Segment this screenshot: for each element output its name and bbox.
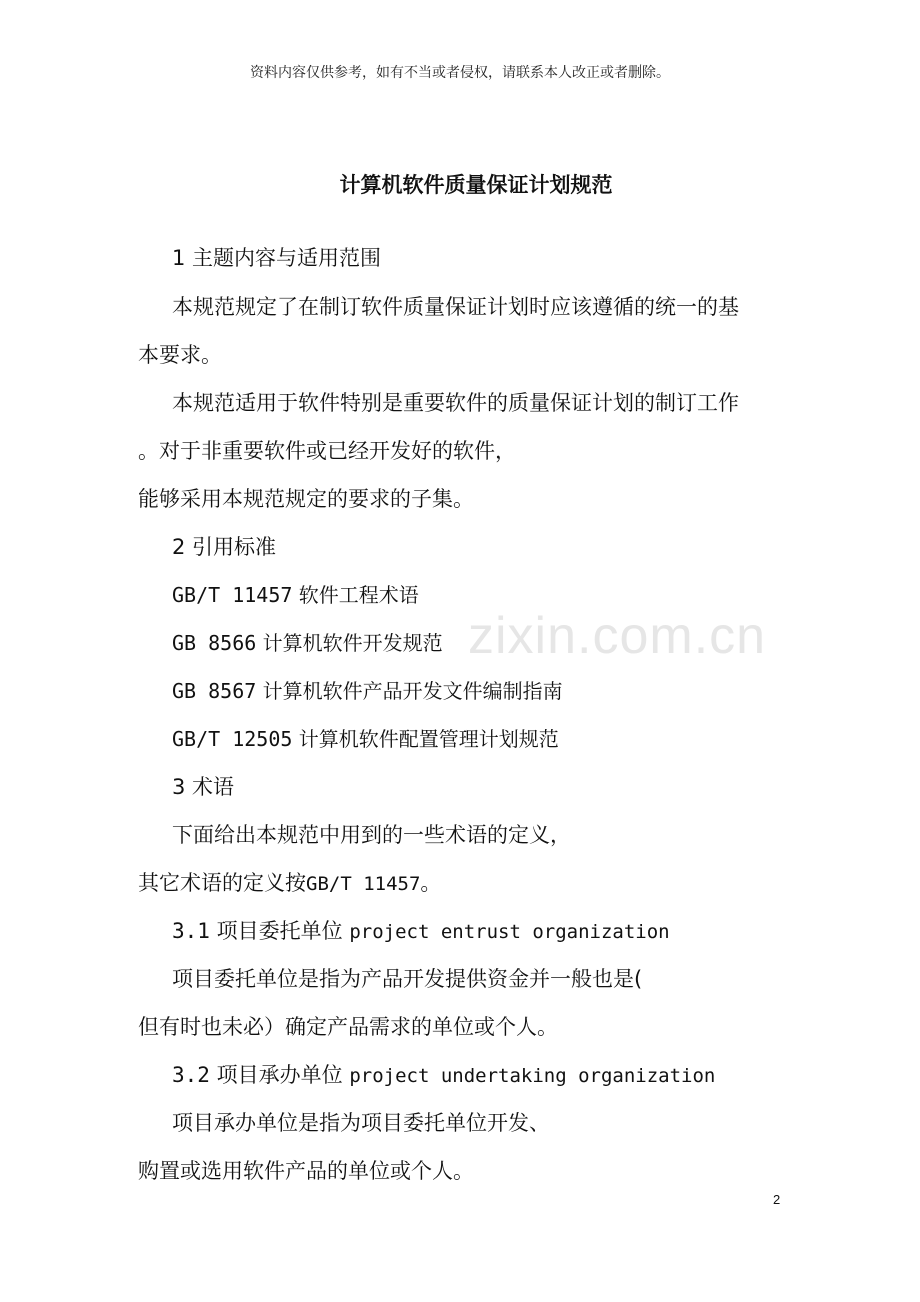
reference-item — [172, 681, 563, 701]
section-3-1-definition-line-1: 项目委托单位是指为产品开发提供资金并一般也是( — [172, 967, 643, 991]
reference-name: 软件工程术语 — [298, 583, 419, 607]
term-english: project undertaking organization — [349, 1065, 716, 1087]
standard-code: GB/T 11457 — [306, 873, 421, 895]
section-3-1-heading — [172, 921, 670, 942]
reference-item — [172, 633, 443, 653]
section-1-paragraph-2-line-3: 能够采用本规范规定的要求的子集。 — [138, 487, 474, 511]
text-run: 。 — [420, 871, 442, 895]
term-chinese: 项目委托单位 — [216, 919, 343, 943]
section-1-paragraph-2-line-2: 。对于非重要软件或已经开发好的软件， — [138, 439, 516, 463]
document-title: 计算机软件质量保证计划规范 — [339, 173, 613, 197]
reference-name: 计算机软件产品开发文件编制指南 — [262, 679, 563, 703]
section-3-2-heading — [172, 1065, 715, 1086]
section-2-heading: 2 引用标准 — [172, 535, 277, 559]
section-3-2-definition-line-2: 购置或选用软件产品的单位或个人。 — [138, 1159, 474, 1183]
reference-code: GB 8566 — [172, 631, 257, 655]
section-number: 3.2 — [172, 1063, 210, 1087]
text-run: 其它术语的定义按 — [138, 871, 306, 895]
section-1-heading: 1 主题内容与适用范围 — [172, 246, 382, 270]
section-1-paragraph-2-line-1: 本规范适用于软件特别是重要软件的质量保证计划的制订工作 — [172, 391, 739, 415]
reference-code: GB/T 12505 — [172, 727, 293, 751]
term-english: project entrust organization — [349, 921, 670, 943]
page-header-disclaimer: 资料内容仅供参考，如有不当或者侵权，请联系本人改正或者删除。 — [250, 65, 670, 81]
section-3-paragraph-line-2 — [138, 873, 441, 894]
section-3-heading: 3 术语 — [172, 775, 235, 799]
watermark: zixin.com.cn — [468, 607, 767, 665]
reference-item — [172, 585, 419, 605]
section-1-paragraph-1-line-2: 本要求。 — [138, 343, 222, 367]
reference-code: GB 8567 — [172, 679, 257, 703]
page-number: 2 — [773, 1192, 781, 1207]
term-chinese: 项目承办单位 — [216, 1063, 343, 1087]
section-1-paragraph-1-line-1: 本规范规定了在制订软件质量保证计划时应该遵循的统一的基 — [172, 295, 739, 319]
reference-name: 计算机软件配置管理计划规范 — [298, 727, 559, 751]
section-number: 3.1 — [172, 919, 210, 943]
reference-code: GB/T 11457 — [172, 583, 293, 607]
section-3-1-definition-line-2: 但有时也未必）确定产品需求的单位或个人。 — [138, 1015, 558, 1039]
reference-name: 计算机软件开发规范 — [262, 631, 443, 655]
section-3-paragraph-line-1: 下面给出本规范中用到的一些术语的定义， — [172, 823, 571, 847]
section-3-2-definition-line-1: 项目承办单位是指为项目委托单位开发、 — [172, 1111, 550, 1135]
reference-item — [172, 729, 559, 749]
